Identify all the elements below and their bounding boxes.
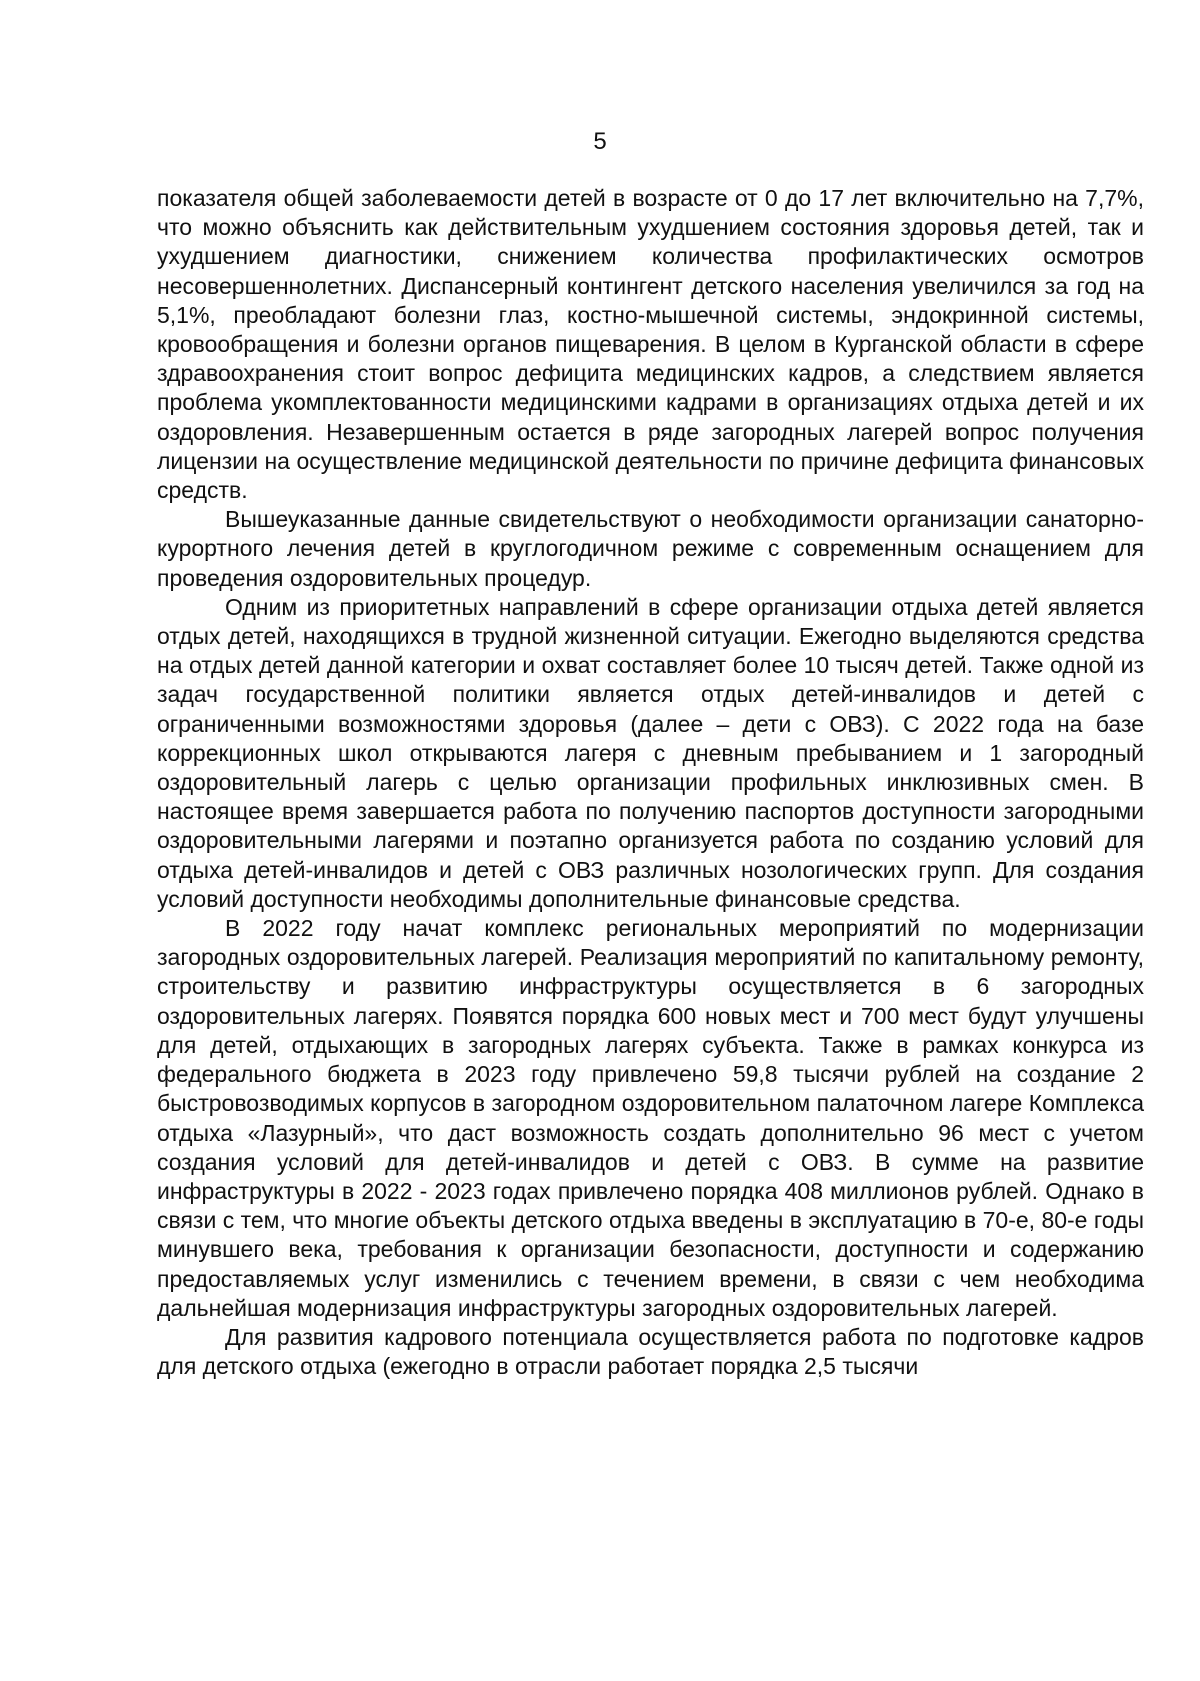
- paragraph-continuation: показателя общей заболеваемости детей в возрасте от 0 до 17 лет включительно на 7,7%, что можно объяснить как действительным ухудшением состояния здоровья детей, так и ухудшением диагностики, снижением количества профилактических осмотров несовершеннолетних. Диспансерный контингент детского населения увеличился за год на 5,1%, преобладают болезни глаз, костно-мышечной системы, эндокринной системы, кровообращения и болезни органов пищеварения. В целом в Курганской области в сфере здравоохранения стоит вопрос дефицита медицинских кадров, а следствием является проблема укомплектованности медицинскими кадрами в организациях отдыха детей и их оздоровления. Незавершенным остается в ряде загородных лагерей вопрос получения лицензии на осуществление медицинской деятельности по причине дефицита финансовых средств.: [157, 185, 1144, 504]
- paragraph-children-difficult-situation: Одним из приоритетных направлений в сфере организации отдыха детей является отдых детей, находящихся в трудной жизненной ситуации. Ежегодно выделяются средства на отдых детей данной категории и охват составляет более 10 тысяч детей. Также одной из задач государственной политики является отдых детей-инвалидов и детей с ограниченными возможностями здоровья (далее – дети с ОВЗ). С 2022 года на базе коррекционных школ открываются лагеря с дневным пребыванием и 1 загородный оздоровительный лагерь с целью организации профильных инклюзивных смен. В настоящее время завершается работа по получению паспортов доступности загородными оздоровительными лагерями и поэтапно организуется работа по созданию условий для отдыха детей-инвалидов и детей с ОВЗ различных нозологических групп. Для создания условий доступности необходимы дополнительные финансовые средства.: [157, 593, 1144, 912]
- paragraph-sanatorium-treatment: Вышеуказанные данные свидетельствуют о необходимости организации санаторно-курортного лечения детей в круглогодичном режиме с современным оснащением для проведения оздоровительных процедур.: [157, 506, 1144, 591]
- document-body: [157, 184, 1144, 1381]
- page-number: 5: [593, 128, 607, 155]
- paragraph-staff-training: Для развития кадрового потенциала осуществляется работа по подготовке кадров для детского отдыха (ежегодно в отрасли работает порядка 2,5 тысячи: [157, 1323, 1144, 1380]
- paragraph-camp-modernization: В 2022 году начат комплекс региональных мероприятий по модернизации загородных оздоровительных лагерей. Реализация мероприятий по капитальному ремонту, строительству и развитию инфраструктуры осуществляется в 6 загородных оздоровительных лагерях. Появятся порядка 600 новых мест и 700 мест будут улучшены для детей, отдыхающих в загородных лагерях субъекта. Также в рамках конкурса из федерального бюджета в 2023 году привлечено 59,8 тысячи рублей на создание 2 быстровозводимых корпусов в загородном оздоровительном палаточном лагере Комплекса отдыха «Лазурный», что даст возможность создать дополнительно 96 мест с учетом создания условий для детей-инвалидов и детей с ОВЗ. В сумме на развитие инфраструктуры в 2022 - 2023 годах привлечено порядка 408 миллионов рублей. Однако в связи с тем, что многие объекты детского отдыха введены в эксплуатацию в 70-е, 80-е годы минувшего века, требования к организации безопасности, доступности и содержанию предоставляемых услуг изменились с течением времени, в связи с чем необходима дальнейшая модернизация инфраструктуры загородных оздоровительных лагерей.: [157, 915, 1144, 1321]
